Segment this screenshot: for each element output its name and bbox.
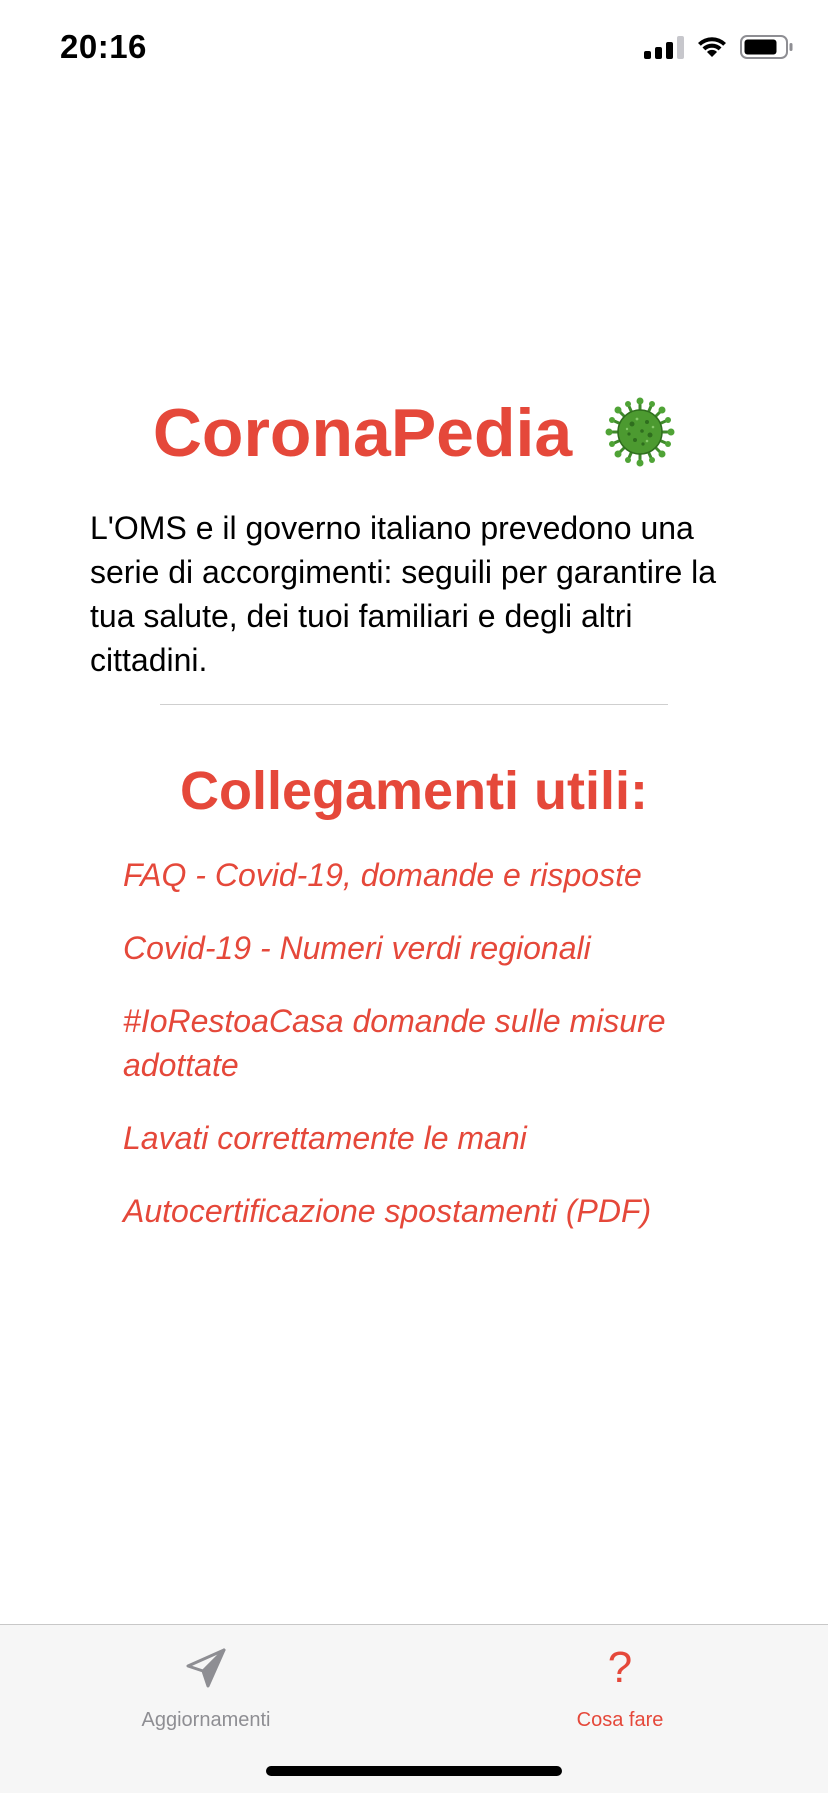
link-numeri-verdi[interactable]: Covid-19 - Numeri verdi regionali bbox=[123, 930, 591, 966]
question-mark-icon: ? bbox=[607, 1643, 633, 1692]
page-title: CoronaPedia bbox=[152, 395, 573, 471]
virus-icon bbox=[605, 397, 675, 467]
status-time: 20:16 bbox=[60, 28, 147, 65]
link-lavati-mani[interactable]: Lavati correttamente le mani bbox=[123, 1120, 527, 1156]
tab-aggiornamenti[interactable] bbox=[86, 1643, 326, 1732]
battery-icon bbox=[740, 34, 794, 60]
link-io-resto-a-casa[interactable]: #IoRestoaCasa domande sulle misure adottate bbox=[123, 1003, 666, 1083]
link-faq-covid[interactable]: FAQ - Covid-19, domande e risposte bbox=[123, 857, 642, 893]
cellular-signal-icon bbox=[644, 35, 684, 59]
intro-text: L'OMS e il governo italiano prevedono una serie di accorgimenti: seguili per garantire la tua salute, dei tuoi familiari e degli altri cittadini. bbox=[90, 510, 717, 678]
link-autocertificazione[interactable]: Autocertificazione spostamenti (PDF) bbox=[123, 1193, 652, 1229]
home-indicator[interactable] bbox=[266, 1766, 562, 1776]
page-title-row bbox=[0, 392, 828, 474]
status-icons bbox=[644, 34, 794, 60]
paper-plane-icon bbox=[184, 1646, 228, 1690]
tab-label: Cosa fare bbox=[576, 1709, 664, 1731]
wifi-icon bbox=[696, 35, 728, 59]
links-title: Collegamenti utili: bbox=[179, 761, 649, 821]
tab-cosa-fare[interactable] bbox=[500, 1643, 740, 1732]
status-bar bbox=[0, 0, 828, 100]
divider bbox=[160, 704, 668, 705]
links-list bbox=[123, 853, 743, 1262]
tab-label: Aggiornamenti bbox=[141, 1709, 271, 1731]
